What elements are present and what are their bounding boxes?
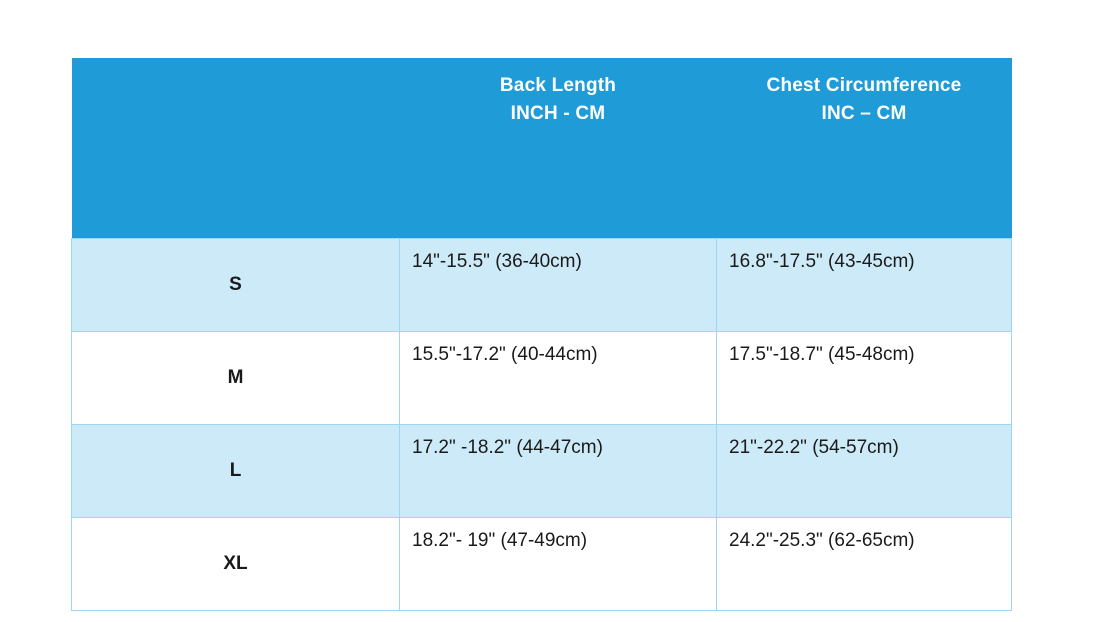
table-row	[72, 332, 1012, 425]
table-row	[72, 425, 1012, 518]
cell-size: M	[72, 332, 400, 425]
table-body	[72, 239, 1012, 611]
cell-size: S	[72, 239, 400, 332]
table-header	[72, 58, 1012, 239]
column-header-back-length-line1: Back Length	[499, 75, 617, 96]
column-header-back-length	[400, 58, 717, 239]
table-row	[72, 518, 1012, 611]
size-chart-table	[71, 58, 1012, 611]
cell-back-length: 17.2" -18.2" (44-47cm)	[400, 425, 717, 518]
column-header-chest-line2: INC – CM	[821, 102, 907, 124]
cell-chest-circumference: 21"-22.2" (54-57cm)	[717, 425, 1012, 518]
cell-chest-circumference: 17.5"-18.7" (45-48cm)	[717, 332, 1012, 425]
cell-chest-circumference: 24.2"-25.3" (62-65cm)	[717, 518, 1012, 611]
column-header-size	[72, 58, 400, 239]
cell-back-length: 15.5"-17.2" (40-44cm)	[400, 332, 717, 425]
cell-back-length: 18.2"- 19" (47-49cm)	[400, 518, 717, 611]
column-header-back-length-line2: INCH - CM	[510, 102, 606, 124]
cell-back-length: 14"-15.5" (36-40cm)	[400, 239, 717, 332]
table-row	[72, 239, 1012, 332]
header-row	[72, 58, 1012, 239]
cell-chest-circumference: 16.8"-17.5" (43-45cm)	[717, 239, 1012, 332]
cell-size: XL	[72, 518, 400, 611]
column-header-chest-line1: Chest Circumference	[766, 75, 962, 96]
column-header-chest-circumference	[717, 58, 1012, 239]
cell-size: L	[72, 425, 400, 518]
